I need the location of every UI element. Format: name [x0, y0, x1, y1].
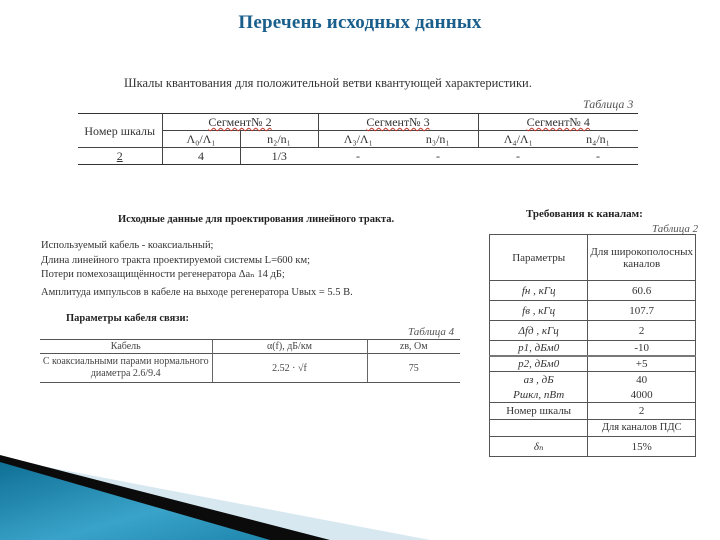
header-alpha: α(f), дБ/км [212, 340, 367, 354]
table-row [490, 341, 696, 357]
table-row [490, 301, 696, 321]
param-value: -10 [588, 341, 696, 357]
param-value: 107.7 [588, 301, 696, 321]
line-path-item: Длина линейного тракта проектируемой системы L=600 км; [41, 254, 311, 266]
table-row [490, 437, 696, 457]
table-row [490, 420, 696, 437]
line-path-item: Потери помехозащищённости регенератора Δaₙ 14 дБ; [41, 269, 285, 280]
header-scale-number: Номер шкалы [78, 114, 162, 148]
cell: 1/3 [240, 148, 318, 165]
param-name: p2, дБм0 [490, 356, 588, 372]
line-path-item: Используемый кабель - коаксиальный; [41, 240, 214, 251]
line-path-text [41, 239, 353, 300]
param-name: fв , кГц [490, 301, 588, 321]
param-name: aз , дБ [490, 372, 588, 388]
table-row [40, 354, 460, 383]
table3-label: Таблица 3 [583, 97, 634, 111]
cell-scale: 2 [78, 148, 162, 165]
param-name: Pшкл, пВт [490, 387, 588, 403]
param-name: δₙ [490, 437, 588, 457]
table-row [78, 148, 638, 165]
table-row [490, 356, 696, 372]
subheader: n₂/n₁ [240, 131, 318, 148]
quantization-table [78, 113, 638, 165]
header-impedance: zв, Ом [367, 340, 460, 354]
table-row [490, 281, 696, 301]
table-row [490, 387, 696, 403]
table-row [490, 403, 696, 420]
header-segment-4: Сегмент№ 4 [478, 114, 638, 131]
page-title: Перечень исходных данных [238, 12, 482, 33]
param-value: 40 [588, 372, 696, 388]
subheader: Λ₃/Λ₁ [318, 131, 398, 148]
header-broadband: Для широкополосных каналов [588, 235, 696, 281]
param-name: p1, дБм0 [490, 341, 588, 357]
header-cable: Кабель [40, 340, 212, 354]
cable-params-heading: Параметры кабеля связи: [66, 313, 190, 324]
subheader: n₄/n₁ [558, 131, 638, 148]
line-path-heading: Исходные данные для проектирования линейного тракта. [118, 214, 395, 225]
param-value: 60.6 [588, 281, 696, 301]
line-path-item: Амплитуда импульсов в кабеле на выходе регенератора Uвых = 5.5 В. [41, 286, 353, 298]
param-value: Для каналов ПДС [588, 420, 696, 437]
param-name: Δfд , кГц [490, 321, 588, 341]
header-segment-3: Сегмент№ 3 [318, 114, 478, 131]
cell-impedance: 75 [367, 354, 460, 383]
param-name [490, 420, 588, 437]
param-name: Номер шкалы [490, 403, 588, 420]
param-value: 4000 [588, 387, 696, 403]
channel-requirements-heading: Требования к каналам: [526, 208, 643, 220]
channel-requirements-table [489, 234, 696, 457]
subheader: n₃/n₁ [398, 131, 478, 148]
cell: - [398, 148, 478, 165]
param-value: 2 [588, 403, 696, 420]
header-parameters: Параметры [490, 235, 588, 281]
subheader: Λ₀/Λ₁ [162, 131, 240, 148]
cell-cable-type: С коаксиальными парами нормального диаметра 2.6/9.4 [40, 354, 212, 383]
table-row [490, 321, 696, 341]
cell: - [558, 148, 638, 165]
cell-alpha: 2.52 · √f [212, 354, 367, 383]
cable-table [40, 339, 460, 383]
quantization-caption: Шкалы квантования для положительной ветви квантующей характеристики. [124, 76, 532, 90]
param-value: +5 [588, 356, 696, 372]
param-value: 2 [588, 321, 696, 341]
param-value: 15% [588, 437, 696, 457]
cell: - [478, 148, 558, 165]
param-name: fн , кГц [490, 281, 588, 301]
subheader: Λ₄/Λ₁ [478, 131, 558, 148]
cell: - [318, 148, 398, 165]
table2-label: Таблица 2 [652, 223, 699, 235]
table4-label: Таблица 4 [408, 326, 455, 338]
header-segment-2: Сегмент№ 2 [162, 114, 318, 131]
cell: 4 [162, 148, 240, 165]
table-row [490, 372, 696, 388]
